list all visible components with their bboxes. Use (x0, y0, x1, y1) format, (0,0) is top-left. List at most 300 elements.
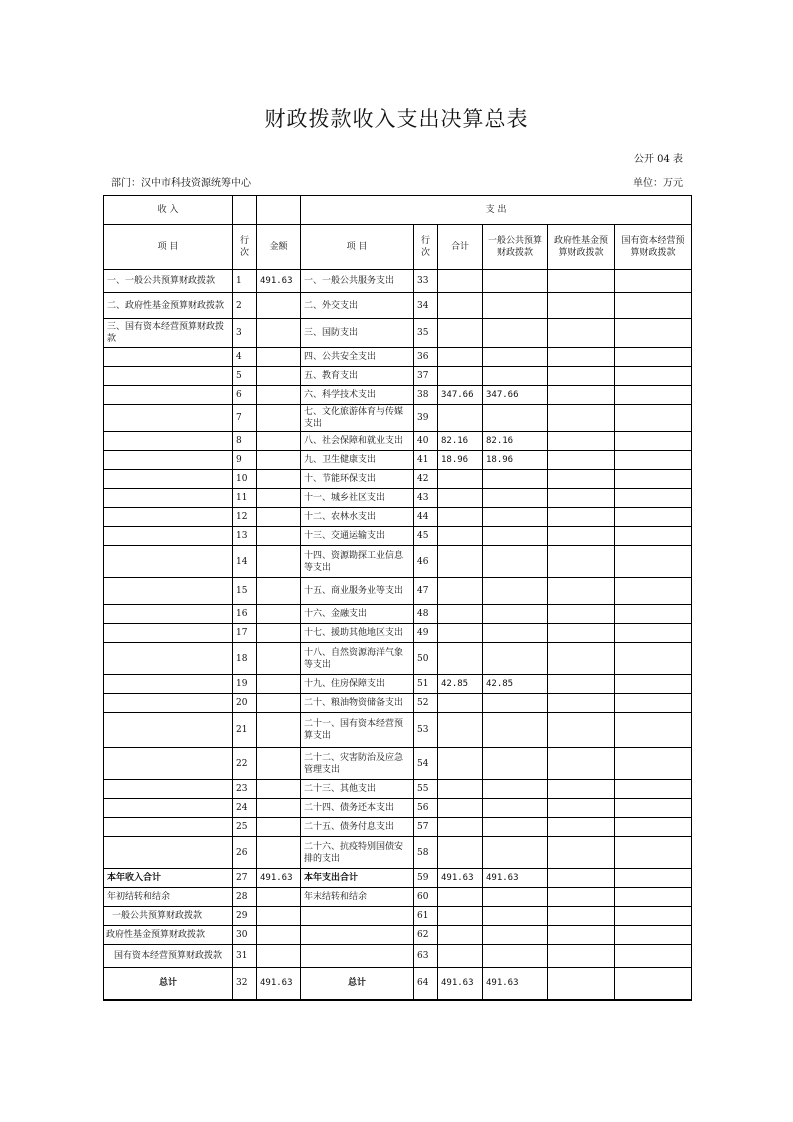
income-line-cell: 17 (233, 624, 257, 643)
total-cell (438, 546, 483, 578)
expense-item-cell: 二十五、债务付息支出 (301, 818, 414, 837)
table-row (104, 907, 692, 926)
gov-fund-cell (548, 546, 615, 578)
general-budget-cell (483, 348, 548, 367)
gov-fund-cell (548, 386, 615, 405)
income-line-cell: 7 (233, 405, 257, 432)
gov-fund-cell (548, 489, 615, 508)
expense-item-cell: 五、教育支出 (301, 367, 414, 386)
gov-fund-cell (548, 319, 615, 348)
income-line-cell: 23 (233, 780, 257, 799)
state-capital-cell (615, 546, 692, 578)
total-cell (438, 527, 483, 546)
header-row-columns (104, 225, 692, 270)
expense-line-cell: 52 (414, 694, 438, 713)
general-budget-cell (483, 713, 548, 748)
gov-fund-cell (548, 945, 615, 968)
income-amount-cell (257, 470, 301, 489)
income-amount-cell (257, 432, 301, 451)
income-item-cell (104, 748, 233, 780)
expense-item-cell: 七、文化旅游体育与传媒支出 (301, 405, 414, 432)
gov-fund-cell (548, 748, 615, 780)
expense-header: 支 出 (301, 196, 692, 225)
income-amount-cell (257, 945, 301, 968)
income-line-cell: 22 (233, 748, 257, 780)
general-budget-cell (483, 818, 548, 837)
table-row (104, 432, 692, 451)
income-item-cell: 本年收入合计 (104, 869, 233, 888)
state-capital-cell (615, 451, 692, 470)
expense-item-cell: 十三、交通运输支出 (301, 527, 414, 546)
general-budget-cell (483, 888, 548, 907)
table-row (104, 508, 692, 527)
table-row (104, 748, 692, 780)
gov-fund-cell (548, 432, 615, 451)
income-item-cell (104, 546, 233, 578)
state-capital-cell (615, 578, 692, 605)
total-cell: 82.16 (438, 432, 483, 451)
gov-fund-cell (548, 818, 615, 837)
col-gov-fund: 政府性基金预算财政拨款 (548, 225, 615, 270)
state-capital-cell (615, 748, 692, 780)
general-budget-cell (483, 780, 548, 799)
state-capital-cell (615, 470, 692, 489)
state-capital-cell (615, 713, 692, 748)
income-item-cell (104, 578, 233, 605)
gov-fund-cell (548, 527, 615, 546)
table-row (104, 546, 692, 578)
expense-item-cell: 十一、城乡社区支出 (301, 489, 414, 508)
income-amount-cell (257, 405, 301, 432)
state-capital-cell (615, 780, 692, 799)
state-capital-cell (615, 527, 692, 546)
table-row (104, 293, 692, 319)
gov-fund-cell (548, 578, 615, 605)
expense-item-cell (301, 926, 414, 945)
general-budget-cell (483, 527, 548, 546)
income-amount-cell (257, 386, 301, 405)
state-capital-cell (615, 624, 692, 643)
state-capital-cell (615, 405, 692, 432)
col-general-budget: 一般公共预算财政拨款 (483, 225, 548, 270)
income-amount-cell (257, 713, 301, 748)
income-item-cell (104, 527, 233, 546)
col-expense-item: 项 目 (301, 225, 414, 270)
income-amount-cell (257, 694, 301, 713)
expense-line-cell: 58 (414, 837, 438, 869)
gov-fund-cell (548, 907, 615, 926)
expense-line-cell: 44 (414, 508, 438, 527)
income-item-cell (104, 837, 233, 869)
income-amount-cell (257, 675, 301, 694)
form-number: 公开 04 表 (633, 154, 683, 165)
table-row (104, 348, 692, 367)
gov-fund-cell (548, 348, 615, 367)
total-cell (438, 907, 483, 926)
general-budget-cell (483, 643, 548, 675)
total-cell: 18.96 (438, 451, 483, 470)
budget-table (103, 195, 692, 1001)
gov-fund-cell (548, 367, 615, 386)
table-row (104, 713, 692, 748)
table-row (104, 605, 692, 624)
general-budget-cell (483, 945, 548, 968)
expense-item-cell (301, 907, 414, 926)
general-budget-cell (483, 319, 548, 348)
state-capital-cell (615, 386, 692, 405)
expense-line-cell: 51 (414, 675, 438, 694)
expense-item-cell: 二十、粮油物资储备支出 (301, 694, 414, 713)
income-amount-cell (257, 748, 301, 780)
general-budget-cell (483, 799, 548, 818)
income-line-cell: 5 (233, 367, 257, 386)
income-amount-cell: 491.63 (257, 869, 301, 888)
total-cell (438, 837, 483, 869)
income-amount-cell (257, 293, 301, 319)
income-amount-cell (257, 837, 301, 869)
income-line-cell: 15 (233, 578, 257, 605)
state-capital-cell (615, 643, 692, 675)
income-amount-cell (257, 527, 301, 546)
general-budget-cell (483, 926, 548, 945)
total-cell (438, 367, 483, 386)
expense-line-cell: 36 (414, 348, 438, 367)
expense-line-cell: 49 (414, 624, 438, 643)
general-budget-cell: 42.85 (483, 675, 548, 694)
total-cell (438, 293, 483, 319)
expense-line-cell: 64 (414, 968, 438, 1000)
expense-line-cell: 43 (414, 489, 438, 508)
general-budget-cell: 491.63 (483, 968, 548, 1000)
table-row (104, 869, 692, 888)
header-row-groups (104, 196, 692, 225)
table-row (104, 675, 692, 694)
general-budget-cell (483, 405, 548, 432)
col-expense-line: 行次 (414, 225, 438, 270)
col-total: 合计 (438, 225, 483, 270)
col-income-item: 项 目 (104, 225, 233, 270)
expense-line-cell: 46 (414, 546, 438, 578)
general-budget-cell: 18.96 (483, 451, 548, 470)
table-row (104, 451, 692, 470)
expense-line-cell: 59 (414, 869, 438, 888)
total-cell (438, 713, 483, 748)
income-line-cell: 32 (233, 968, 257, 1000)
income-item-cell (104, 780, 233, 799)
table-row (104, 319, 692, 348)
state-capital-cell (615, 367, 692, 386)
income-line-cell: 16 (233, 605, 257, 624)
state-capital-cell (615, 605, 692, 624)
expense-item-cell: 二十三、其他支出 (301, 780, 414, 799)
col-income-amount: 金额 (257, 225, 301, 270)
income-item-cell: 一、一般公共预算财政拨款 (104, 270, 233, 293)
total-cell: 491.63 (438, 968, 483, 1000)
income-item-cell (104, 367, 233, 386)
gov-fund-cell (548, 470, 615, 489)
income-item-cell (104, 624, 233, 643)
general-budget-cell (483, 837, 548, 869)
expense-item-cell: 二十二、灾害防治及应急管理支出 (301, 748, 414, 780)
income-item-cell: 二、政府性基金预算财政拨款 (104, 293, 233, 319)
income-line-cell: 6 (233, 386, 257, 405)
expense-line-cell: 55 (414, 780, 438, 799)
income-amount-cell (257, 624, 301, 643)
expense-item-cell: 九、卫生健康支出 (301, 451, 414, 470)
general-budget-cell: 491.63 (483, 869, 548, 888)
gov-fund-cell (548, 869, 615, 888)
state-capital-cell (615, 837, 692, 869)
total-cell (438, 926, 483, 945)
expense-item-cell (301, 945, 414, 968)
expense-item-cell: 四、公共安全支出 (301, 348, 414, 367)
expense-line-cell: 56 (414, 799, 438, 818)
income-item-cell: 年初结转和结余 (104, 888, 233, 907)
income-line-cell: 30 (233, 926, 257, 945)
expense-item-cell: 二十一、国有资本经营预算支出 (301, 713, 414, 748)
income-item-cell: 国有资本经营预算财政拨款 (104, 945, 233, 968)
total-cell (438, 694, 483, 713)
income-amount-cell (257, 451, 301, 470)
expense-item-cell: 十五、商业服务业等支出 (301, 578, 414, 605)
income-line-cell: 28 (233, 888, 257, 907)
gov-fund-cell (548, 508, 615, 527)
income-amount-cell (257, 367, 301, 386)
table-row (104, 945, 692, 968)
gov-fund-cell (548, 888, 615, 907)
expense-line-cell: 53 (414, 713, 438, 748)
state-capital-cell (615, 348, 692, 367)
gov-fund-cell (548, 605, 615, 624)
income-item-cell (104, 451, 233, 470)
total-cell (438, 405, 483, 432)
income-amount-cell (257, 818, 301, 837)
expense-line-cell: 48 (414, 605, 438, 624)
state-capital-cell (615, 508, 692, 527)
general-budget-cell (483, 470, 548, 489)
expense-line-cell: 34 (414, 293, 438, 319)
expense-item-cell: 十八、自然资源海洋气象等支出 (301, 643, 414, 675)
total-cell (438, 270, 483, 293)
total-cell (438, 605, 483, 624)
gov-fund-cell (548, 293, 615, 319)
expense-line-cell: 60 (414, 888, 438, 907)
income-header: 收 入 (104, 196, 233, 225)
general-budget-cell: 347.66 (483, 386, 548, 405)
department-label: 部门：汉中市科技资源统筹中心 (111, 178, 251, 189)
state-capital-cell (615, 945, 692, 968)
table-row (104, 643, 692, 675)
state-capital-cell (615, 293, 692, 319)
expense-item-cell: 三、国防支出 (301, 319, 414, 348)
income-item-cell (104, 694, 233, 713)
col-state-capital: 国有资本经营预算财政拨款 (615, 225, 692, 270)
income-item-cell: 政府性基金预算财政拨款 (104, 926, 233, 945)
income-item-cell (104, 348, 233, 367)
expense-item-cell: 二十六、抗疫特别国债安排的支出 (301, 837, 414, 869)
income-line-cell: 29 (233, 907, 257, 926)
expense-item-cell: 年末结转和结余 (301, 888, 414, 907)
expense-item-cell: 总计 (301, 968, 414, 1000)
total-cell: 42.85 (438, 675, 483, 694)
general-budget-cell (483, 367, 548, 386)
expense-line-cell: 41 (414, 451, 438, 470)
income-amount-cell (257, 578, 301, 605)
gov-fund-cell (548, 451, 615, 470)
expense-item-cell: 一、一般公共服务支出 (301, 270, 414, 293)
income-amount-cell: 491.63 (257, 968, 301, 1000)
expense-line-cell: 54 (414, 748, 438, 780)
table-row (104, 489, 692, 508)
total-cell (438, 780, 483, 799)
expense-line-cell: 63 (414, 945, 438, 968)
total-cell (438, 489, 483, 508)
gov-fund-cell (548, 675, 615, 694)
income-amount-cell (257, 799, 301, 818)
state-capital-cell (615, 694, 692, 713)
income-item-cell (104, 818, 233, 837)
income-line-cell: 12 (233, 508, 257, 527)
state-capital-cell (615, 270, 692, 293)
income-line-cell: 9 (233, 451, 257, 470)
expense-line-cell: 33 (414, 270, 438, 293)
total-cell (438, 348, 483, 367)
income-line-cell: 25 (233, 818, 257, 837)
table-row (104, 367, 692, 386)
total-cell (438, 945, 483, 968)
income-line-cell: 18 (233, 643, 257, 675)
income-amount-cell (257, 605, 301, 624)
general-budget-cell (483, 748, 548, 780)
income-line-cell: 31 (233, 945, 257, 968)
total-cell (438, 888, 483, 907)
income-item-cell (104, 470, 233, 489)
income-line-cell: 4 (233, 348, 257, 367)
expense-line-cell: 45 (414, 527, 438, 546)
income-item-cell: 总计 (104, 968, 233, 1000)
income-item-cell (104, 432, 233, 451)
table-row (104, 386, 692, 405)
gov-fund-cell (548, 780, 615, 799)
expense-line-cell: 47 (414, 578, 438, 605)
income-amount-cell (257, 348, 301, 367)
expense-item-cell: 六、科学技术支出 (301, 386, 414, 405)
total-cell (438, 818, 483, 837)
total-cell (438, 578, 483, 605)
table-row (104, 694, 692, 713)
page-title: 财政拨款收入支出决算总表 (264, 107, 529, 131)
table-row (104, 888, 692, 907)
income-line-cell: 19 (233, 675, 257, 694)
state-capital-cell (615, 968, 692, 1000)
income-item-cell: 三、国有资本经营预算财政拨款 (104, 319, 233, 348)
unit-label: 单位：万元 (633, 178, 683, 189)
table-row (104, 270, 692, 293)
income-item-cell (104, 799, 233, 818)
total-cell (438, 748, 483, 780)
income-item-cell (104, 489, 233, 508)
income-amount-cell (257, 888, 301, 907)
total-cell (438, 508, 483, 527)
income-item-cell (104, 643, 233, 675)
expense-item-cell: 十七、援助其他地区支出 (301, 624, 414, 643)
state-capital-cell (615, 926, 692, 945)
total-cell: 347.66 (438, 386, 483, 405)
state-capital-cell (615, 907, 692, 926)
gov-fund-cell (548, 694, 615, 713)
income-item-cell: 一般公共预算财政拨款 (104, 907, 233, 926)
expense-line-cell: 40 (414, 432, 438, 451)
total-cell (438, 319, 483, 348)
income-amount-cell (257, 546, 301, 578)
general-budget-cell (483, 907, 548, 926)
table-row (104, 837, 692, 869)
gov-fund-cell (548, 968, 615, 1000)
income-line-cell: 8 (233, 432, 257, 451)
gov-fund-cell (548, 837, 615, 869)
general-budget-cell (483, 605, 548, 624)
table-row (104, 624, 692, 643)
income-item-cell (104, 386, 233, 405)
total-cell (438, 624, 483, 643)
general-budget-cell (483, 489, 548, 508)
income-amount-cell (257, 489, 301, 508)
state-capital-cell (615, 799, 692, 818)
income-item-cell (104, 675, 233, 694)
general-budget-cell (483, 546, 548, 578)
income-line-cell: 2 (233, 293, 257, 319)
income-item-cell (104, 508, 233, 527)
expense-line-cell: 62 (414, 926, 438, 945)
general-budget-cell: 82.16 (483, 432, 548, 451)
expense-item-cell: 本年支出合计 (301, 869, 414, 888)
expense-item-cell: 二、外交支出 (301, 293, 414, 319)
table-row (104, 799, 692, 818)
income-amount-cell (257, 780, 301, 799)
income-line-cell: 3 (233, 319, 257, 348)
income-line-cell: 13 (233, 527, 257, 546)
income-line-cell: 27 (233, 869, 257, 888)
expense-line-cell: 57 (414, 818, 438, 837)
income-amount-cell (257, 907, 301, 926)
general-budget-cell (483, 508, 548, 527)
income-line-cell: 10 (233, 470, 257, 489)
table-row (104, 470, 692, 489)
table-row (104, 578, 692, 605)
income-line-cell: 20 (233, 694, 257, 713)
general-budget-cell (483, 624, 548, 643)
state-capital-cell (615, 818, 692, 837)
general-budget-cell (483, 578, 548, 605)
gov-fund-cell (548, 624, 615, 643)
table-row (104, 818, 692, 837)
expense-item-cell: 十六、金融支出 (301, 605, 414, 624)
total-cell (438, 799, 483, 818)
gov-fund-cell (548, 799, 615, 818)
state-capital-cell (615, 432, 692, 451)
table-row (104, 527, 692, 546)
total-cell (438, 470, 483, 489)
income-amount-cell (257, 508, 301, 527)
general-budget-cell (483, 293, 548, 319)
income-line-cell: 21 (233, 713, 257, 748)
expense-item-cell: 二十四、债务还本支出 (301, 799, 414, 818)
income-line-cell: 1 (233, 270, 257, 293)
table-row (104, 968, 692, 1000)
expense-line-cell: 42 (414, 470, 438, 489)
state-capital-cell (615, 888, 692, 907)
state-capital-cell (615, 319, 692, 348)
